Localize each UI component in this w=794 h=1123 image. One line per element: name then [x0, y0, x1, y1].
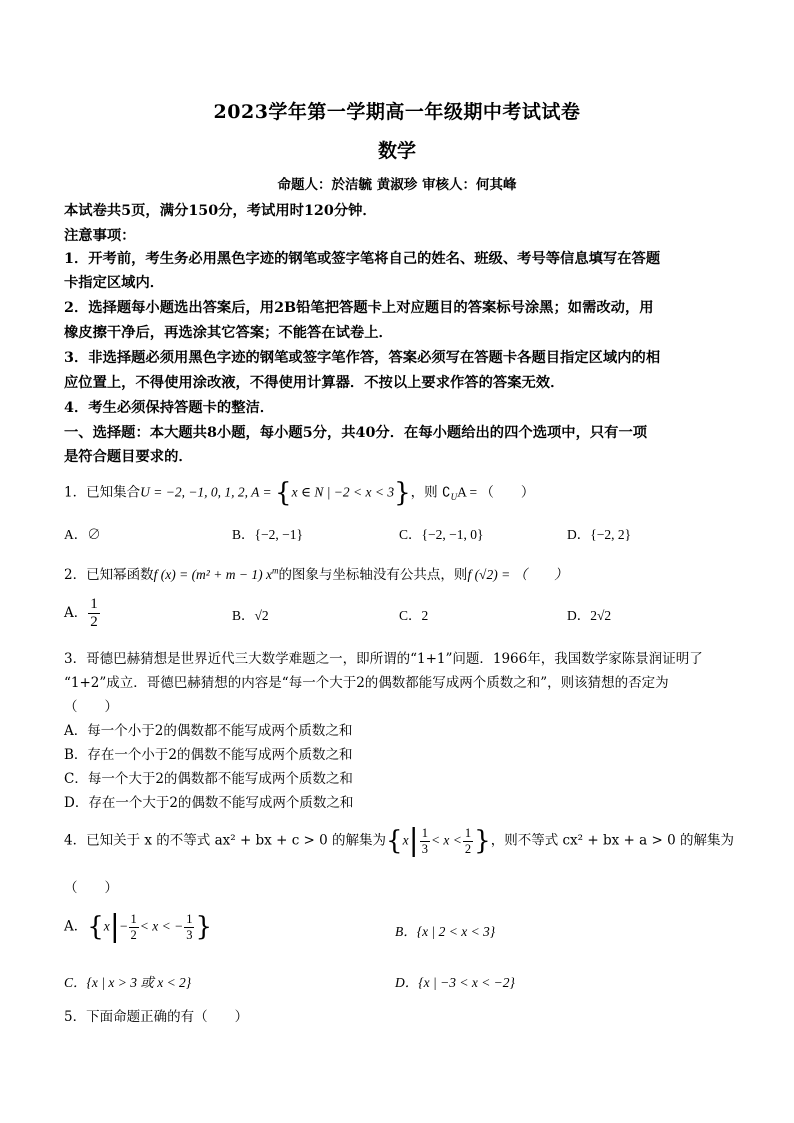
q3-option-b: B．存在一个小于2的偶数不能写成两个质数之和 [64, 747, 353, 763]
q1-tail: A = （ ） [457, 484, 535, 500]
q4-option-a-fraction-2: $\frac{1}{3}$ [186, 912, 193, 942]
q3-option-c: C．每一个大于2的偶数都不能写成两个质数之和 [64, 771, 353, 787]
q1-set-a: x ∈ N | −2 < x < 3 [291, 484, 395, 500]
exam-authors: 命题人：於洁毓 黄淑珍 审核人：何其峰 [277, 177, 517, 193]
question-1: 1．已知集合U = −2, −1, 0, 1, 2, A = {x ∈ N | −2 < x < 3}，则 $∁_UA$ = （ ） [64, 478, 535, 508]
q2-option-a [64, 597, 101, 630]
q2-exp: m [271, 565, 279, 576]
instruction-2-line1: 2．选择题每小题选出答案后，用2B铅笔把答题卡上对应题目的答案标号涂黑；如需改动，用 [64, 300, 654, 316]
q4-paren: （ ） [64, 880, 118, 896]
section1-heading-line1: 一、选择题：本大题共8小题，每小题5分，共40分．在每小题给出的四个选项中，只有一项 [64, 425, 648, 441]
q1-option-b: B．{−2, −1} [232, 527, 303, 542]
question-4: 4．已知关于 x 的不等式 ax² + bx + c > 0 的解集为{x| $\frac{1}{3}$ < x < $\frac{1}{2}$ }，则不等式 cx² + bx + a > 0 的解集为 [64, 823, 734, 858]
q2-eval: f (√2) = （ ） [467, 567, 568, 582]
q2-func: f (x) = (m² + m − 1) x [153, 567, 272, 582]
q4-option-b: B．{x | 2 < x < 3} [395, 924, 496, 939]
q4-suffix: ，则不等式 cx² + bx + a > 0 的解集为 [490, 832, 734, 849]
q4-option-a-fraction-1: $\frac{1}{2}$ [130, 912, 137, 942]
instruction-3-line2: 应位置上，不得使用涂改液，不得使用计算器．不按以上要求作答的答案无效． [64, 375, 565, 391]
q4-mid: < x < [430, 832, 462, 848]
q2-option-d: D．2√2 [567, 608, 612, 623]
q4-set-x: x [402, 832, 409, 848]
instruction-3-line1: 3．非选择题必须用黑色字迹的钢笔或签字笔作答，答案必须写在答题卡各题目指定区域内的相 [64, 350, 661, 366]
q1-sub: U [450, 492, 458, 503]
instructions-notice: 注意事项： [64, 228, 136, 244]
q1-option-a: A．∅ [64, 527, 101, 542]
q3-option-a: A．每一个小于2的偶数都不能写成两个质数之和 [64, 723, 353, 739]
question-3-line1: 3．哥德巴赫猜想是世界近代三大数学难题之一，即所谓的“1+1”问题．1966年，我国数学家陈景润证明了 [64, 651, 703, 667]
question-5: 5．下面命题正确的有（ ） [64, 1009, 249, 1025]
q4-fraction-2: $\frac{1}{2}$ [464, 826, 472, 856]
q4-option-a-label: A． [64, 918, 88, 935]
instruction-1-line1: 1．开考前，考生务必用黑色字迹的钢笔或签字笔将自己的姓名、班级、考号等信息填写在答题 [64, 251, 661, 267]
q2-option-b: B．√2 [232, 608, 269, 623]
q4-prefix: 4．已知关于 x 的不等式 ax² + bx + c > 0 的解集为 [64, 832, 387, 849]
q1-option-c: C．{−2, −1, 0} [399, 527, 484, 542]
instruction-1-line2: 卡指定区域内． [64, 275, 165, 291]
q2-option-a-label: A． [64, 605, 88, 621]
q2-option-c: C．2 [399, 608, 429, 623]
q2-option-a-fraction: $\frac{1}{2}$ [90, 596, 98, 630]
q2-mid: 的图象与坐标轴没有公共点，则 [278, 567, 468, 583]
q1-suffix: ，则 ∁ [410, 484, 451, 501]
q1-prefix: 1．已知集合 [64, 484, 141, 501]
q1-set-u: U = −2, −1, 0, 1, 2, A = [140, 484, 276, 500]
instruction-4: 4．考生必须保持答题卡的整洁． [64, 400, 275, 416]
instructions-intro: 本试卷共5页，满分150分，考试用时120分钟． [64, 203, 377, 219]
question-3-line3: （ ） [64, 699, 118, 715]
exam-subject: 数学 [377, 140, 416, 162]
section1-heading-line2: 是符合题目要求的． [64, 449, 193, 465]
q4-option-d: D．{x | −3 < x < −2} [395, 975, 515, 990]
q1-option-d: D．{−2, 2} [567, 527, 632, 542]
question-3-line2: “1+2”成立．哥德巴赫猜想的内容是“每一个大于2的偶数都能写成两个质数之和”，则该猜想的否定为 [64, 675, 669, 691]
q4-option-c: C．{x | x > 3 或 x < 2} [64, 975, 192, 990]
q4-fraction-1: $\frac{1}{3}$ [421, 826, 428, 856]
exam-title: 2023学年第一学期高一年级期中考试试卷 [213, 101, 581, 123]
q2-prefix: 2．已知幂函数 [64, 567, 154, 583]
instruction-2-line2: 橡皮擦干净后，再选涂其它答案；不能答在试卷上． [64, 325, 393, 341]
q4-option-a: A．{x|− $\frac{1}{2}$ < x < − $\frac{1}{3}$ } [64, 909, 213, 944]
q3-option-d: D．存在一个大于2的偶数不能写成两个质数之和 [64, 795, 354, 811]
question-2 [64, 563, 568, 583]
